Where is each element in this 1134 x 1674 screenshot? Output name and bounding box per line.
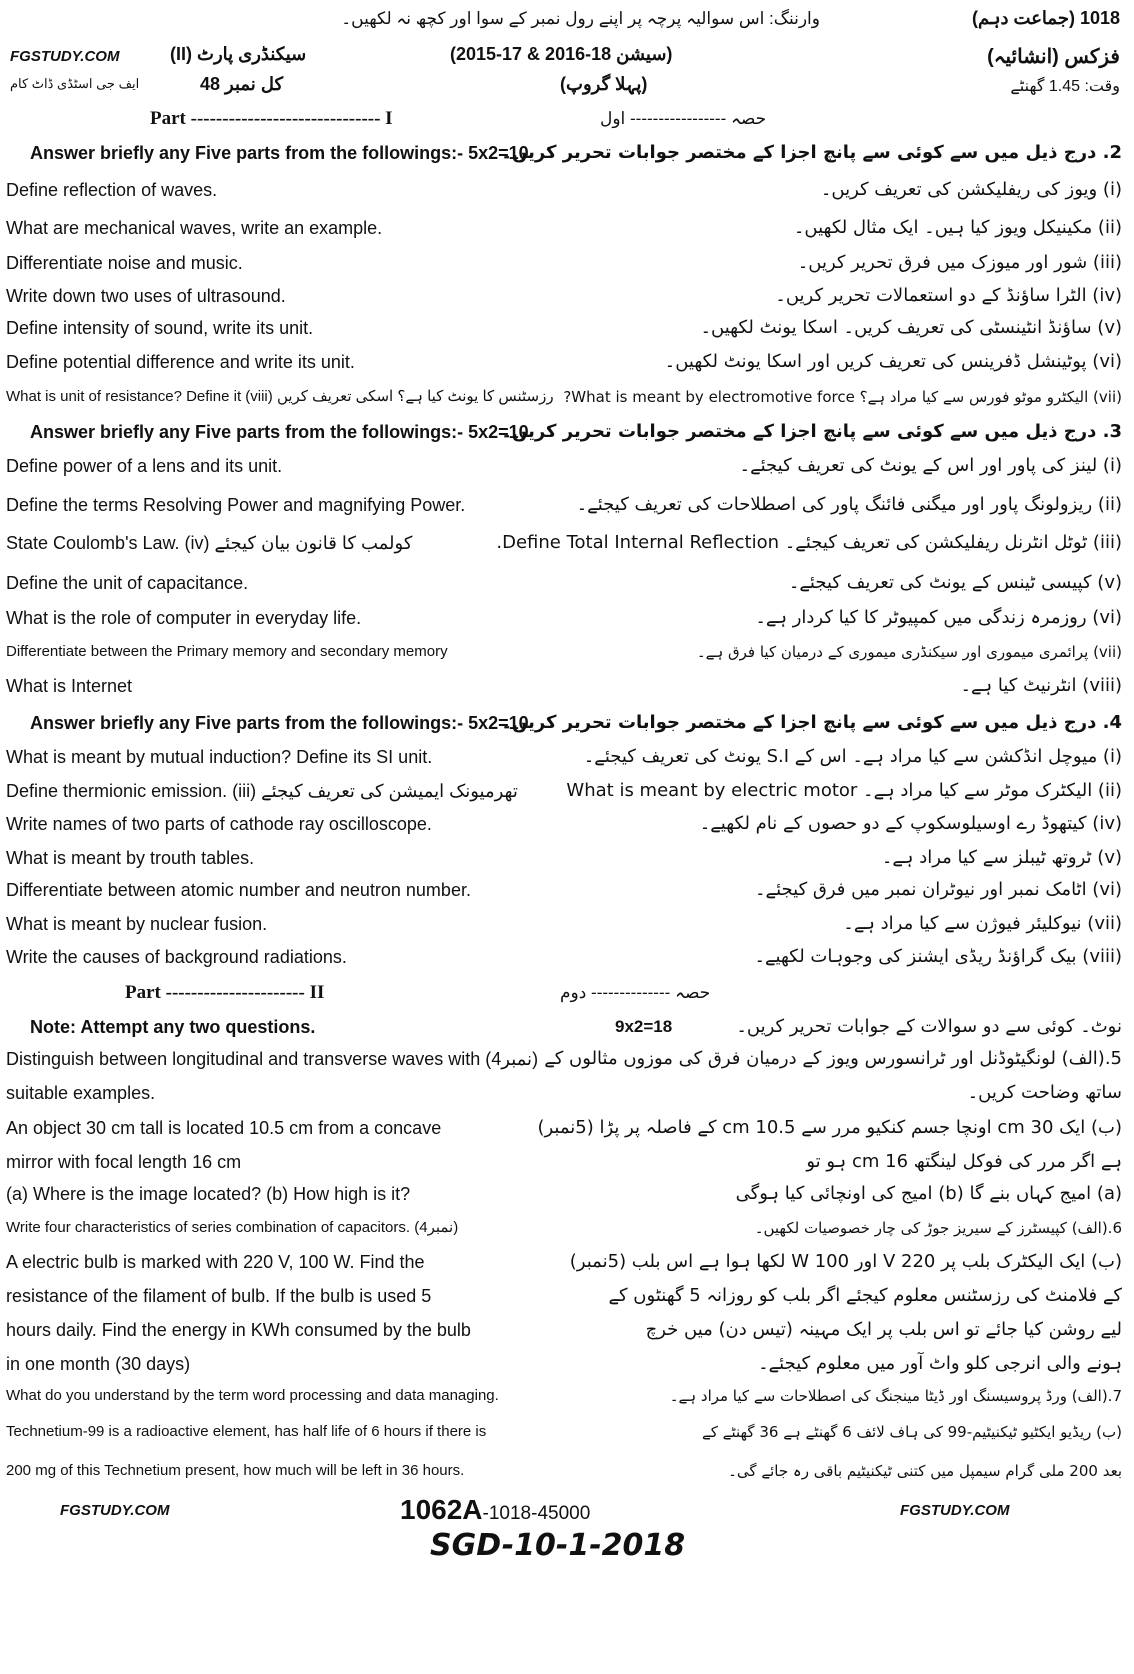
english-text: Define power of a lens and its unit. [6, 456, 283, 476]
english-text: Define the terms Resolving Power and magnifying Power. [6, 495, 466, 515]
question-row [0, 1348, 1134, 1380]
urdu-text: ہے اگر مرر کی فوکل لینگتھ 16 cm ہو تو [806, 1151, 1122, 1172]
question-row [0, 567, 1134, 599]
english-text: What is unit of resistance? Define it (viii) رزسٹنس کا یونٹ کیا ہے؟ اسکی تعریف کریں [6, 388, 554, 405]
urdu-text: ساتھ وضاحت کریں۔ [967, 1082, 1122, 1103]
question-row [0, 174, 1134, 206]
urdu-text: (vii) پرائمری میموری اور سیکنڈری میموری کے درمیان کیا فرق ہے۔ [696, 643, 1122, 661]
urdu-text: کے فلامنٹ کی رزسٹنس معلوم کیجئے اگر بلب کو روزانہ 5 گھنٹوں کے [608, 1285, 1122, 1306]
urdu-text: (a) امیج کہاں بنے گا (b) امیج کی اونچائی کیا ہوگی [735, 1183, 1122, 1204]
urdu-text: (v) ٹروتھ ٹیبلز سے کیا مراد ہے۔ [881, 847, 1122, 868]
question-row [0, 280, 1134, 312]
english-text: suitable examples. [6, 1083, 156, 1103]
english-text: Write four characteristics of series combination of capacitors. (4نمبر) [6, 1219, 459, 1236]
english-text: Differentiate between the Primary memory and secondary memory [6, 643, 448, 660]
question-row [0, 670, 1134, 702]
english-text: What do you understand by the term word processing and data managing. [6, 1387, 499, 1404]
question-row [0, 1280, 1134, 1312]
english-text: resistance of the filament of bulb. If the bulb is used 5 [6, 1286, 432, 1306]
question-row [0, 842, 1134, 874]
urdu-text: (v) کپیسی ٹینس کے یونٹ کی تعریف کیجئے۔ [788, 572, 1122, 593]
question-row [0, 450, 1134, 482]
question-row [0, 1416, 1134, 1448]
handwritten-date: SGD-10-1-2018 [430, 1528, 686, 1563]
urdu-text: (vii) نیوکلیئر فیوژن سے کیا مراد ہے۔ [843, 913, 1122, 934]
english-text: mirror with focal length 16 cm [6, 1152, 242, 1172]
english-text: Define potential difference and write its unit. [6, 352, 355, 372]
question-row [0, 489, 1134, 521]
question-row [0, 636, 1134, 668]
session: (2015-17 & 2016-18 سیشن) [450, 44, 673, 64]
urdu-text: (ii) مکینیکل ویوز کیا ہیں۔ ایک مثال لکھیں۔ [793, 217, 1122, 238]
english-text: Write names of two parts of cathode ray oscilloscope. [6, 814, 432, 834]
paper-code-rest: -1018-45000 [482, 1503, 591, 1524]
question-heading [0, 416, 1134, 448]
english-text: What is the role of computer in everyday life. [6, 608, 362, 628]
urdu-text: (viii) بیک گراؤنڈ ریڈی ایشنز کی وجوہات لکھیے۔ [754, 946, 1122, 967]
part-label: سیکنڈری پارٹ (II) [170, 44, 307, 64]
english-text: What is Internet [6, 676, 133, 696]
urdu-text: ہونے والی انرجی کلو واٹ آور میں معلوم کیجئے۔ [758, 1353, 1122, 1374]
question-row [0, 212, 1134, 244]
english-text: What is meant by mutual induction? Define its SI unit. [6, 747, 433, 767]
urdu-text: (iv) کیتھوڈ رے اوسیلوسکوپ کے دو حصوں کے نام لکھیے۔ [699, 813, 1122, 834]
english-text: An object 30 cm tall is located 10.5 cm from a concave [6, 1118, 442, 1138]
english-text: Write the causes of background radiations. [6, 947, 347, 967]
question-row [0, 941, 1134, 973]
group: (پہلا گروپ) [560, 74, 648, 94]
paper-code-main: 1062A [400, 1494, 483, 1525]
urdu-text: بعد 200 ملی گرام سیمپل میں کتنی ٹیکنیٹیم باقی رہ جائے گی۔ [728, 1462, 1122, 1480]
english-text: State Coulomb's Law. (iv) کولمب کا قانون بیان کیجئے [6, 533, 413, 553]
part2-heading: Part ---------------------- II [125, 982, 325, 1003]
urdu-text: (i) ویوز کی ریفلیکشن کی تعریف کریں۔ [820, 179, 1122, 200]
marks-text: 9x2=18 [615, 1017, 673, 1036]
english-text: Note: Attempt any two questions. [30, 1017, 316, 1037]
urdu-text: 2. درج ذیل میں سے کوئی سے پانچ اجزا کے مختصر جوابات تحریر کریں۔ [501, 142, 1122, 163]
urdu-text: 6.(الف) کپیسٹرز کے سیریز جوڑ کی چار خصوصیات لکھیں۔ [754, 1219, 1122, 1237]
urdu-text: (ii) الیکٹرک موٹر سے کیا مراد ہے۔ What is meant by electric motor [566, 780, 1122, 801]
english-text: Answer briefly any Five parts from the followings:- 5x2=10 [30, 143, 529, 163]
urdu-text: (iv) الٹرا ساؤنڈ کے دو استعمالات تحریر کریں۔ [775, 285, 1122, 306]
english-text: Distinguish between longitudinal and transverse waves with (4نمبر) [6, 1049, 539, 1069]
urdu-text: نوٹ۔ کوئی سے دو سوالات کے جوابات تحریر کریں۔ [736, 1016, 1122, 1037]
urdu-text: لیے روشن کیا جائے تو اس بلب پر ایک مہینہ (تیس دن) میں خرچ [645, 1319, 1122, 1340]
urdu-text: (iii) شور اور میوزک میں فرق تحریر کریں۔ [797, 252, 1122, 273]
question-row [0, 1112, 1134, 1144]
english-text: Differentiate noise and music. [6, 253, 243, 273]
question-row [0, 1212, 1134, 1244]
question-row [0, 808, 1134, 840]
urdu-text: 7.(الف) ورڈ پروسیسنگ اور ڈیٹا مینجنگ کی اصطلاحات سے کیا مراد ہے۔ [669, 1387, 1122, 1405]
paper-code: 1018 (جماعت دہم) [971, 8, 1120, 28]
urdu-text: (ii) ریزولونگ پاور اور میگنی فائنگ پاور کی اصطلاحات کی تعریف کیجئے۔ [576, 494, 1122, 515]
english-text: Define thermionic emission. (iii) تھرمیونک ایمیشن کی تعریف کیجئے [6, 781, 518, 801]
question-row [0, 908, 1134, 940]
question-row [0, 741, 1134, 773]
question-row [0, 527, 1134, 559]
urdu-text: 5.(الف) لونگیٹوڈنل اور ٹرانسورس ویوز کے درمیان فرق کی موزوں مثالوں کے [544, 1048, 1122, 1069]
question-row [0, 1077, 1134, 1109]
urdu-text: (viii) انٹرنیٹ کیا ہے۔ [960, 675, 1122, 696]
question-heading [0, 137, 1134, 169]
urdu-text: (ب) ایک الیکٹرک بلب پر 220 V اور 100 W لکھا ہوا ہے اس بلب (5نمبر) [569, 1251, 1122, 1272]
question-row [0, 602, 1134, 634]
warning-text: وارننگ: اس سوالیہ پرچہ پر اپنے رول نمبر کے سوا اور کچھ نہ لکھیں۔ [341, 9, 820, 28]
part1-heading: Part ------------------------------ I [150, 108, 393, 129]
urdu-text: (i) میوچل انڈکشن سے کیا مراد ہے۔ اس کے S.I یونٹ کی تعریف کیجئے۔ [583, 746, 1122, 767]
english-text: Write down two uses of ultrasound. [6, 286, 286, 306]
english-text: in one month (30 days) [6, 1354, 191, 1374]
urdu-text: (vi) پوٹینشل ڈفرینس کی تعریف کریں اور اسکا یونٹ لکھیں۔ [664, 351, 1122, 372]
english-text: What is meant by nuclear fusion. [6, 914, 268, 934]
total-marks: کل نمبر 48 [200, 74, 284, 94]
paper-number [400, 1494, 590, 1526]
urdu-text: (i) لینز کی پاور اور اس کے یونٹ کی تعریف کیجئے۔ [739, 455, 1122, 476]
urdu-text: (vi) روزمرہ زندگی میں کمپیوٹر کا کیا کردار ہے۔ [755, 607, 1122, 628]
english-text: What are mechanical waves, write an example. [6, 218, 383, 238]
question-row [0, 874, 1134, 906]
subject: فزکس (انشائیہ) [987, 46, 1120, 68]
english-text: Define the unit of capacitance. [6, 573, 249, 593]
watermark-urdu: ایف جی اسٹڈی ڈاٹ کام [10, 76, 140, 91]
urdu-text: (vii) الیکٹرو موٹو فورس سے کیا مراد ہے؟ What is meant by electromotive force? [563, 388, 1122, 406]
footer-watermark-right: FGSTUDY.COM [900, 1502, 1010, 1519]
english-text: (a) Where is the image located? (b) How high is it? [6, 1184, 411, 1204]
question-row [0, 1011, 1134, 1043]
english-text: 200 mg of this Technetium present, how much will be left in 36 hours. [6, 1462, 465, 1479]
question-row [0, 1178, 1134, 1210]
english-text: What is meant by trouth tables. [6, 848, 255, 868]
urdu-text: (v) ساؤنڈ انٹینسٹی کی تعریف کریں۔ اسکا یونٹ لکھیں۔ [700, 317, 1122, 338]
english-text: Differentiate between atomic number and neutron number. [6, 880, 471, 900]
watermark: FGSTUDY.COM [10, 48, 120, 65]
question-row [0, 1455, 1134, 1487]
english-text: A electric bulb is marked with 220 V, 100 W. Find the [6, 1252, 425, 1272]
question-row [0, 775, 1134, 807]
english-text: Answer briefly any Five parts from the followings:- 5x2=10 [30, 713, 529, 733]
question-heading [0, 707, 1134, 739]
urdu-text: (vi) اٹامک نمبر اور نیوٹران نمبر میں فرق کیجئے۔ [755, 879, 1122, 900]
urdu-text: (iii) ٹوٹل انٹرنل ریفلیکشن کی تعریف کیجئے۔ Define Total Internal Reflection. [496, 532, 1122, 553]
urdu-text: (ب) ریڈیو ایکٹیو ٹیکنیٹیم-99 کی ہاف لائف 6 گھنٹے ہے 36 گھنٹے کے [701, 1423, 1122, 1441]
part1-heading-urdu: حصہ ----------------- اول [600, 109, 767, 128]
time: وقت: 1.45 گھنٹے [1010, 78, 1120, 95]
english-text: Define intensity of sound, write its unit. [6, 318, 314, 338]
question-row [0, 312, 1134, 344]
question-row [0, 1146, 1134, 1178]
footer-watermark-left: FGSTUDY.COM [60, 1502, 170, 1519]
english-text: Answer briefly any Five parts from the followings:- 5x2=10 [30, 422, 529, 442]
question-row [0, 1314, 1134, 1346]
urdu-text: 3. درج ذیل میں سے کوئی سے پانچ اجزا کے مختصر جوابات تحریر کریں۔ [501, 421, 1122, 442]
question-row [0, 1246, 1134, 1278]
urdu-text: 4. درج ذیل میں سے کوئی سے پانچ اجزا کے مختصر جوابات تحریر کریں۔ [501, 712, 1122, 733]
question-row [0, 381, 1134, 413]
question-row [0, 1380, 1134, 1412]
part2-heading-urdu: حصہ -------------- دوم [560, 983, 711, 1002]
english-text: Technetium-99 is a radioactive element, has half life of 6 hours if there is [6, 1423, 487, 1440]
english-text: hours daily. Find the energy in KWh consumed by the bulb [6, 1320, 471, 1340]
english-text: Define reflection of waves. [6, 180, 218, 200]
urdu-text: (ب) ایک 30 cm اونچا جسم کنکیو مرر سے 10.5 cm کے فاصلہ پر پڑا (5نمبر) [537, 1117, 1122, 1138]
question-row [0, 1043, 1134, 1075]
question-row [0, 346, 1134, 378]
question-row [0, 247, 1134, 279]
